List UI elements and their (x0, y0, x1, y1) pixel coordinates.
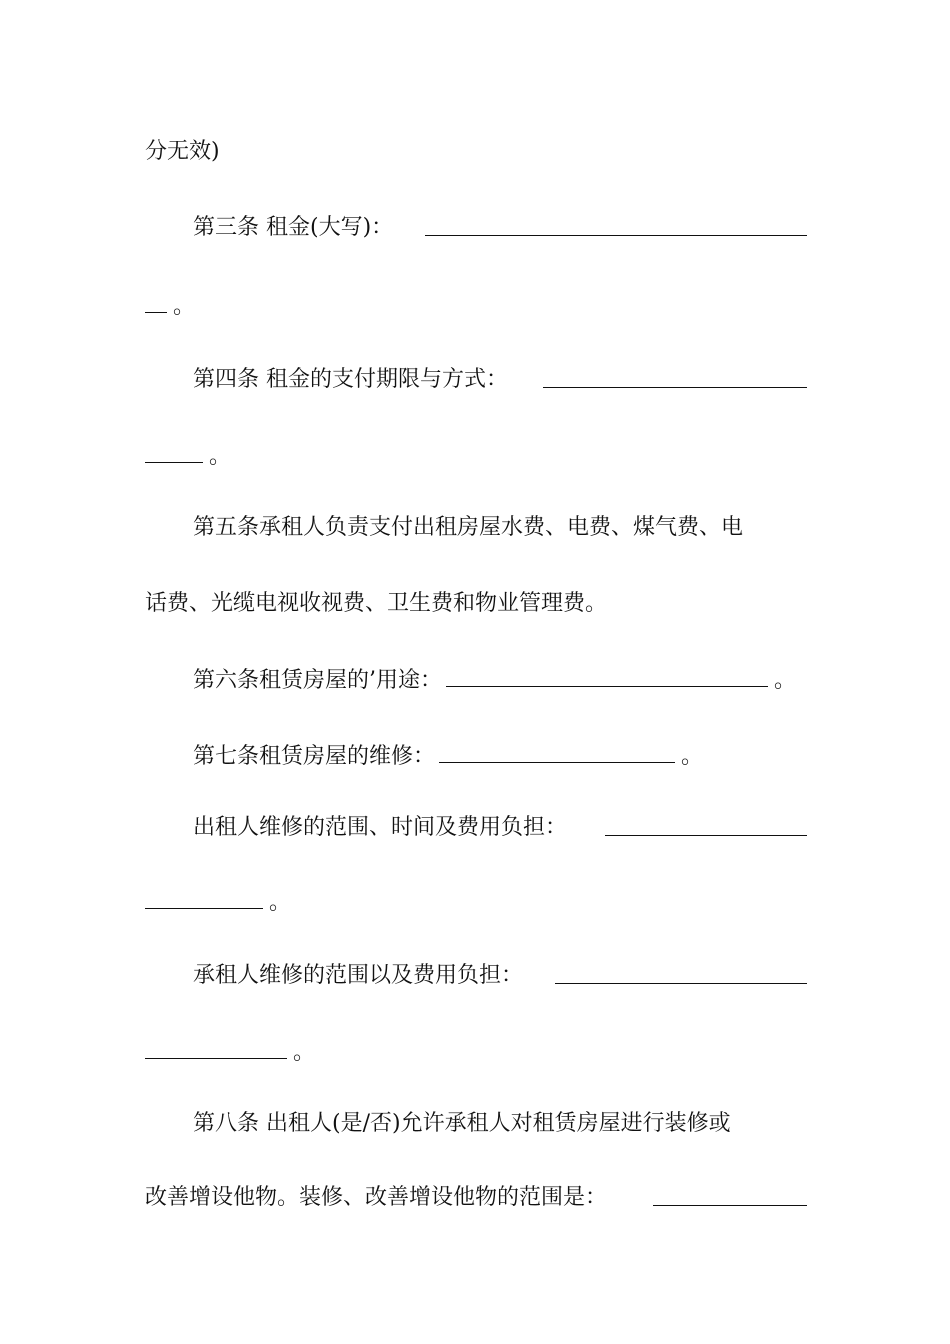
rent-amount-blank-continued[interactable] (145, 290, 167, 313)
repair-blank[interactable] (439, 740, 675, 763)
article-8-line (193, 1108, 731, 1140)
usage-blank[interactable] (446, 664, 768, 687)
article-3-rent-line (193, 212, 807, 244)
lessor-repair-blank-continued[interactable] (145, 886, 263, 909)
paragraph-line (145, 1182, 807, 1214)
lessee-repair-blank[interactable] (555, 983, 807, 984)
lessor-repair-line (193, 812, 807, 844)
article-4-line (193, 364, 807, 396)
paragraph-line (145, 886, 291, 918)
renovation-scope-blank[interactable] (653, 1205, 807, 1206)
period: 。 (774, 668, 797, 693)
payment-terms-blank-continued[interactable] (145, 440, 203, 463)
article-5-text-continued: 话费、光缆电视收视费、卫生费和物业管理费。 (145, 591, 608, 616)
article-6-line (193, 664, 796, 696)
paragraph-line (145, 1036, 315, 1068)
paragraph-line (145, 136, 220, 168)
article-7-label: 第七条租赁房屋的维修： (193, 744, 436, 769)
paragraph-line (145, 290, 195, 322)
period: 。 (173, 294, 196, 319)
paragraph-line (145, 588, 607, 620)
payment-terms-blank[interactable] (543, 387, 807, 388)
article-8-text-continued: 改善增设他物。装修、改善增设他物的范围是： (145, 1185, 608, 1210)
article-3-label: 第三条 租金(大写)： (193, 215, 394, 240)
rent-amount-blank[interactable] (425, 235, 807, 236)
period: 。 (209, 444, 232, 469)
lessee-repair-label: 承租人维修的范围以及费用负担： (193, 963, 524, 988)
period: 。 (293, 1040, 316, 1065)
lessor-repair-blank[interactable] (605, 835, 807, 836)
text-fragment: 分无效) (145, 139, 220, 164)
article-5-text: 第五条承租人负责支付出租房屋水费、电费、煤气费、电 (193, 515, 744, 540)
lessor-repair-label: 出租人维修的范围、时间及费用负担： (193, 815, 568, 840)
article-7-line (193, 740, 703, 772)
period: 。 (681, 744, 704, 769)
article-6-label: 第六条租赁房屋的’用途： (193, 668, 442, 693)
lessee-repair-line (193, 960, 807, 992)
paragraph-line (145, 440, 231, 472)
article-8-text: 第八条 出租人(是/否)允许承租人对租赁房屋进行装修或 (193, 1111, 731, 1136)
lessee-repair-blank-continued[interactable] (145, 1036, 287, 1059)
period: 。 (269, 890, 292, 915)
article-5-line (193, 512, 743, 544)
article-4-label: 第四条 租金的支付期限与方式： (193, 367, 508, 392)
